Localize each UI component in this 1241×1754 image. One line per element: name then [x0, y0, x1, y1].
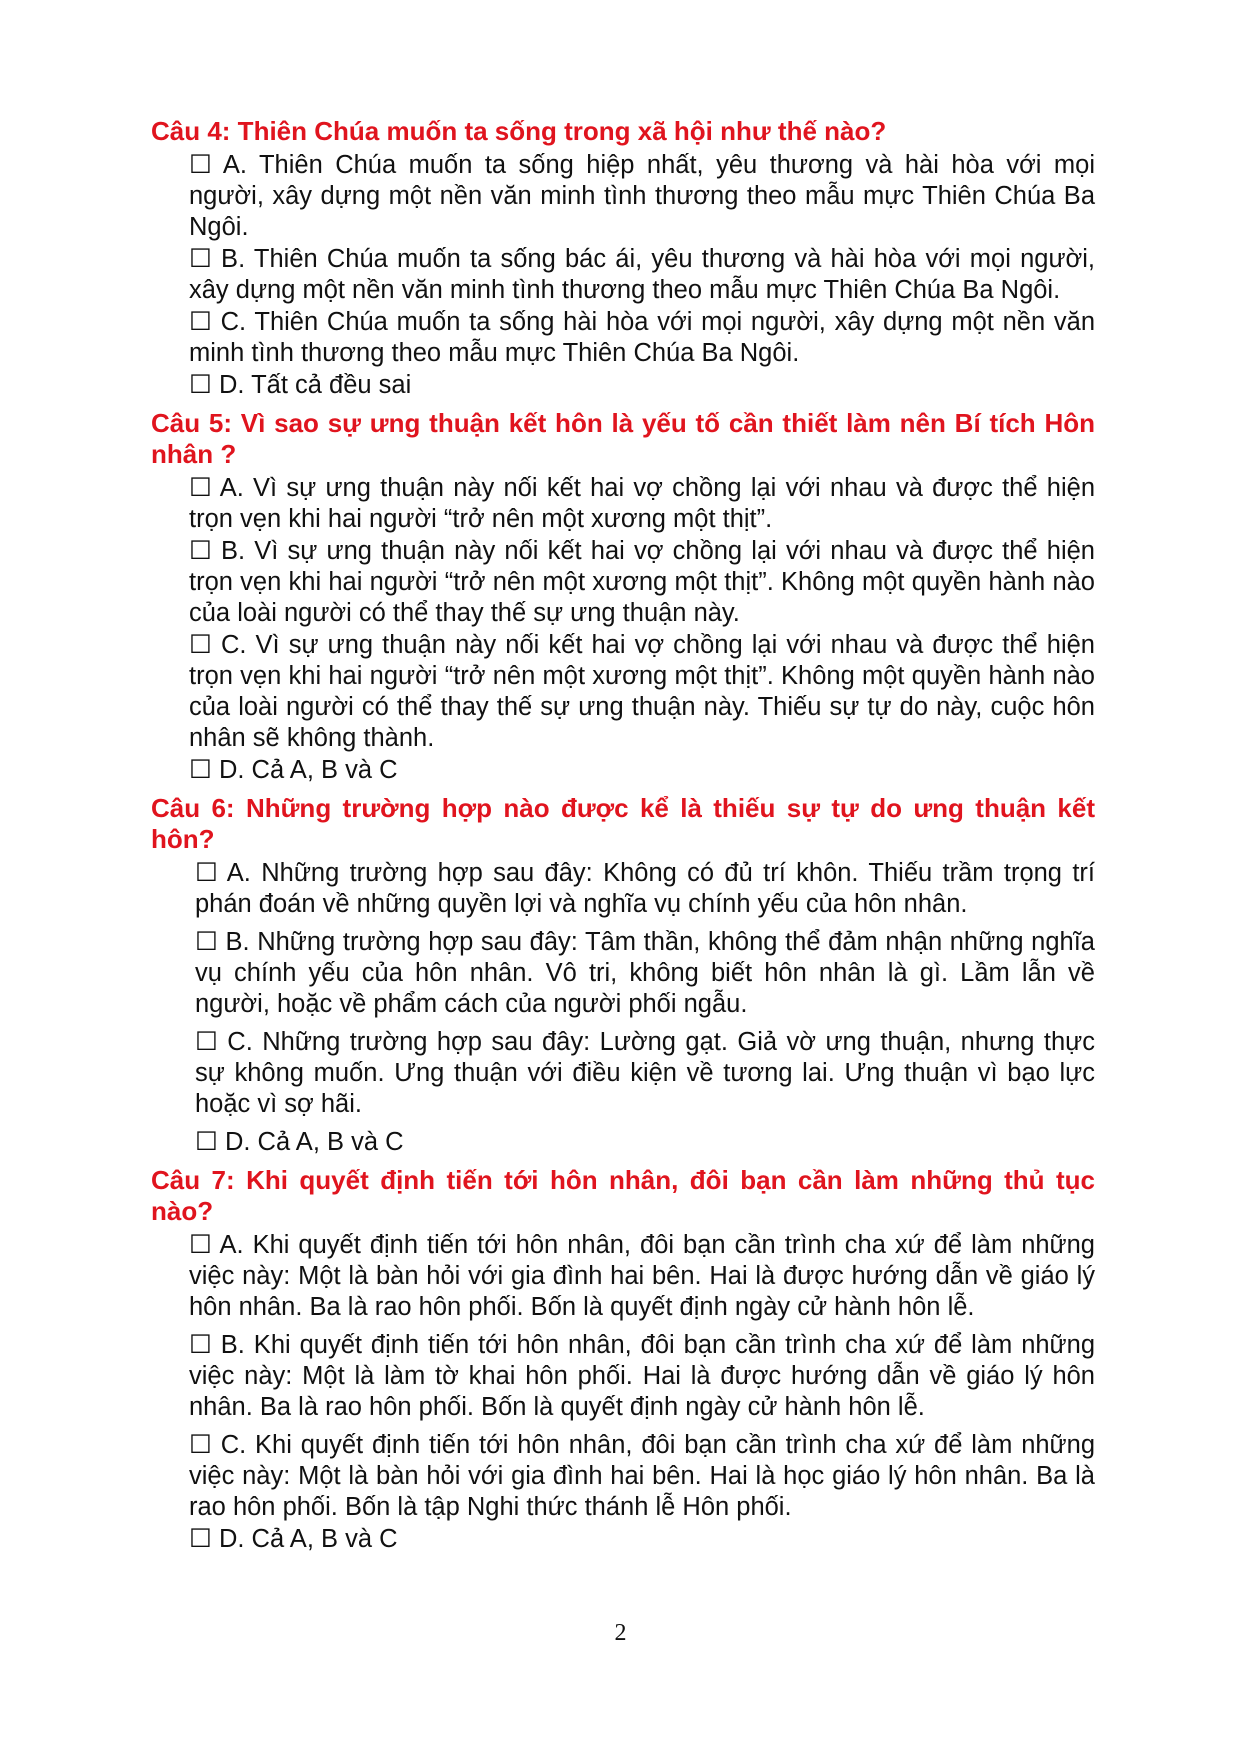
option-b[interactable]: ☐ B. Vì sự ưng thuận này nối kết hai vợ chồng lại với nhau và được thể hiện trọn vẹn khi hai người “trở nên một xương một thịt”. Không một quyền hành nào của loài người có thể thay thế sự ưng thuận này. — [189, 537, 1095, 627]
question-6 — [151, 793, 1095, 1158]
option-b[interactable]: ☐ B. Khi quyết định tiến tới hôn nhân, đôi bạn cần trình cha xứ để làm những việc này: Một là làm tờ khai hôn phối. Hai là được hướng dẫn về giáo lý hôn nhân. Ba là rao hôn phối. Bốn là quyết định ngày cử hành hôn lễ. — [189, 1331, 1095, 1421]
option-a[interactable]: ☐ A. Khi quyết định tiến tới hôn nhân, đôi bạn cần trình cha xứ để làm những việc này: Một là bàn hỏi với gia đình hai bên. Hai là được hướng dẫn về giáo lý hôn nhân. Ba là rao hôn phối. Bốn là quyết định ngày cử hành hôn lễ. — [189, 1231, 1095, 1321]
option-c[interactable]: ☐ C. Vì sự ưng thuận này nối kết hai vợ chồng lại với nhau và được thể hiện trọn vẹn khi hai người “trở nên một xương một thịt”. Không một quyền hành nào của loài người có thể thay thế sự ưng thuận này. Thiếu sự tự do này, cuộc hôn nhân sẽ không thành. — [189, 631, 1095, 752]
option-b[interactable]: ☐ B. Thiên Chúa muốn ta sống bác ái, yêu thương và hài hòa với mọi người, xây dựng một nền văn minh tình thương theo mẫu mực Thiên Chúa Ba Ngôi. — [189, 245, 1095, 304]
question-7 — [151, 1165, 1095, 1555]
question-title: Câu 4: Thiên Chúa muốn ta sống trong xã hội như thế nào? — [151, 116, 887, 146]
option-c[interactable]: ☐ C. Thiên Chúa muốn ta sống hài hòa với mọi người, xây dựng một nền văn minh tình thương theo mẫu mực Thiên Chúa Ba Ngôi. — [189, 308, 1095, 367]
question-title: Câu 6: Những trường hợp nào được kể là thiếu sự tự do ưng thuận kết hôn? — [151, 793, 1095, 854]
question-4 — [151, 116, 1095, 401]
option-a[interactable]: ☐ A. Những trường hợp sau đây: Không có đủ trí khôn. Thiếu trầm trọng trí phán đoán về những quyền lợi và nghĩa vụ chính yếu của hôn nhân. — [195, 859, 1095, 918]
question-title: Câu 5: Vì sao sự ưng thuận kết hôn là yếu tố cần thiết làm nên Bí tích Hôn nhân ? — [151, 408, 1095, 469]
option-c[interactable]: ☐ C. Khi quyết định tiến tới hôn nhân, đôi bạn cần trình cha xứ để làm những việc này: Một là bàn hỏi với gia đình hai bên. Hai là học giáo lý hôn nhân. Ba là rao hôn phối. Bốn là tập Nghi thức thánh lễ Hôn phối. — [189, 1431, 1095, 1521]
question-title: Câu 7: Khi quyết định tiến tới hôn nhân, đôi bạn cần làm những thủ tục nào? — [151, 1165, 1095, 1226]
option-d[interactable]: ☐ D. Cả A, B và C — [189, 1525, 398, 1553]
option-c[interactable]: ☐ C. Những trường hợp sau đây: Lường gạt. Giả vờ ưng thuận, nhưng thực sự không muốn. Ưng thuận với điều kiện về tương lai. Ưng thuận vì bạo lực hoặc vì sợ hãi. — [195, 1028, 1095, 1118]
option-d[interactable]: ☐ D. Cả A, B và C — [189, 756, 398, 784]
option-d[interactable]: ☐ D. Tất cả đều sai — [189, 371, 412, 399]
page-number: 2 — [614, 1620, 627, 1646]
document-page — [151, 116, 1095, 1562]
option-b[interactable]: ☐ B. Những trường hợp sau đây: Tâm thần, không thể đảm nhận những nghĩa vụ chính yếu của hôn nhân. Vô tri, không biết hôn nhân là gì. Lầm lẫn về người, hoặc về phẩm cách của người phối ngẫu. — [195, 928, 1095, 1018]
question-5 — [151, 408, 1095, 786]
option-d[interactable]: ☐ D. Cả A, B và C — [195, 1128, 404, 1156]
option-a[interactable]: ☐ A. Vì sự ưng thuận này nối kết hai vợ chồng lại với nhau và được thể hiện trọn vẹn khi hai người “trở nên một xương một thịt”. — [189, 474, 1095, 533]
option-a[interactable]: ☐ A. Thiên Chúa muốn ta sống hiệp nhất, yêu thương và hài hòa với mọi người, xây dựng một nền văn minh tình thương theo mẫu mực Thiên Chúa Ba Ngôi. — [189, 151, 1095, 241]
